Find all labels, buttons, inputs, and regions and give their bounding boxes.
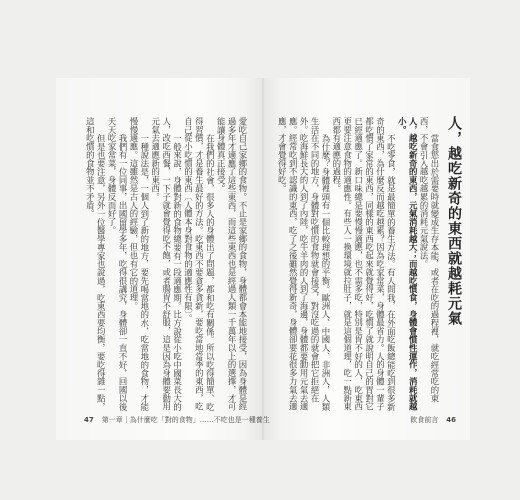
paragraph: 不吃零食，就是最簡單的養生方法。有人問我，在外面吃飯總能吃到很多新奇的東西，為什麼反而越吃越累？因為吃家常菜，身體最省力。人的身體一輩子都吃慣了家常的東西，同樣的東西吃起來就覺得好，吃慣了就說明自己的胃對它已經適應了。新口味總是要慢慢適應，也不需多吃，特別是胃不好的人，吃東西更要注意食物的適應性。有些人一換環境就拉肚子，就是這個道理，吃一點新東西都有適應的過程。 bbox=[331, 117, 397, 411]
running-header-section: 飲食前言 bbox=[410, 416, 439, 424]
left-page-footer bbox=[84, 415, 270, 425]
paragraph: 我們有一位同事，出國留學多年，吃得很講究，身體卻一直不好，回國以後天天吃家常菜，身體反而好了。 bbox=[107, 117, 129, 411]
paragraph-continued: 愛吃自己家鄉的食物。不止是家鄉的食物，身體都會本能地接受，因為身體是經過多年才適應了這些東西，而這些東西也是經過人類一千萬年以上的選擇，才可能讓身體真正接受。 bbox=[216, 117, 248, 411]
page-number: 46 bbox=[446, 416, 456, 424]
paragraph: 一種說法是，一個人到了新的地方，要先喝當地的水，吃當地的食物，才能慢慢適應。這雖然是古人的經驗，但也有它的道理。 bbox=[128, 117, 150, 411]
right-page-body bbox=[272, 117, 440, 413]
paragraph: 但是也要注意，另外一位醫學專家也說過，吃東西要均衡，要吃得雜一點，這和吃慣的食物並不矛盾。 bbox=[85, 117, 107, 411]
page-number: 47 bbox=[84, 416, 94, 424]
running-header-chapter: 第一章｜為什麼吃「對的食物」……不吃也是一種養生 bbox=[101, 416, 270, 424]
paragraph: 一般來說，身體對新的食物總要有一段適應期。比方說從小吃中國菜長大的人，改吃西餐，一下子就會覺得吃不飽，或者腸胃不舒服，這是因為身體要動用元氣去適應新的東西。 bbox=[150, 117, 183, 411]
section-title: 人，越吃新奇的東西就越耗元氣 bbox=[446, 116, 462, 326]
paragraph: 在我們的社會，很多人的身體出了問題，都和吃有關係。所以吃得簡單、吃得習慣，才是養生最好的方法。吃東西不要貪多貪新，要吃當地當季的東西，吃自己從小吃慣的東西〔人體本身對食物的適應性有限〕。 bbox=[183, 117, 216, 411]
emphasized-paragraph: 人，越吃新奇的東西，元氣消耗越大；而越吃慣食，身體會慣性運作，消耗就越小。 bbox=[397, 117, 419, 411]
paragraph: 為什麼？身體裡頭有一個比較理想的平衡。歐洲人、中國人、非洲人，人類生活在不同的地方，身體對吃慣的食物就會接受，對沒吃過的就會把它拒絕在外。吃海鮮長大的人到了內陸，吃牛羊肉的人到了海邊，身體都要動用元氣去適應。經常吃到不認識的東西，吃了之後雖然覺得新奇，身體卻要花很多力氣去適應，才會覺得好吃。 bbox=[277, 117, 331, 411]
book-gutter bbox=[262, 78, 264, 440]
right-page-footer bbox=[410, 415, 456, 425]
paragraph: 當食慾出於需要時就變成生存本能，或者在吃的過程裡，就吃經常吃的東西，不會引入越吃越累的消耗元氣說法。 bbox=[419, 117, 440, 403]
left-page-body bbox=[80, 117, 248, 413]
